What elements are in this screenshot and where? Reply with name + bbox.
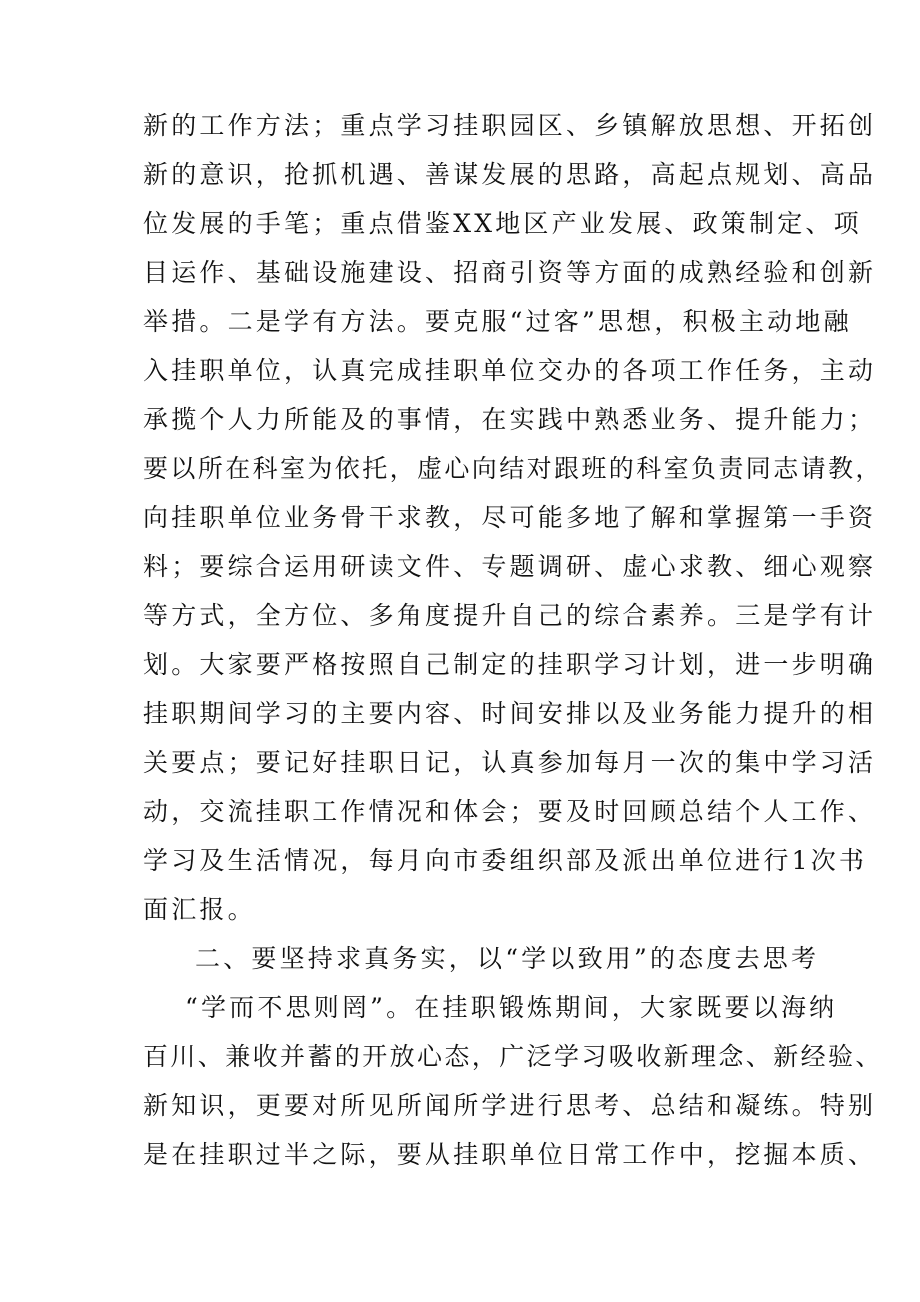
text-line: 向挂职单位业务骨干求教，尽可能多地了解和掌握第一手资 xyxy=(143,503,877,532)
text-line: 要以所在科室为依托，虚心向结对跟班的科室负责同志请教， xyxy=(143,454,883,483)
text-line: 等方式，全方位、多角度提升自己的综合素养。三是学有计 xyxy=(143,601,877,630)
section-heading: 二、要坚持求真务实，以“学以致用”的态度去思考 xyxy=(195,944,820,973)
text-line: 挂职期间学习的主要内容、时间安排以及业务能力提升的相 xyxy=(143,699,877,728)
text-line: 位发展的手笔；重点借鉴XX地区产业发展、政策制定、项 xyxy=(143,209,862,238)
text-line: 新知识，更要对所见所闻所学进行思考、总结和凝练。特别 xyxy=(143,1091,877,1120)
text-line: 承揽个人力所能及的事情，在实践中熟悉业务、提升能力； xyxy=(143,405,877,434)
text-line: 动，交流挂职工作情况和体会；要及时回顾总结个人工作、 xyxy=(143,797,877,826)
text-line: 学习及生活情况，每月向市委组织部及派出单位进行1次书 xyxy=(143,846,868,875)
text-line: 料；要综合运用研读文件、专题调研、虚心求教、细心观察 xyxy=(143,552,877,581)
text-line: 划。大家要严格按照自己制定的挂职学习计划，进一步明确 xyxy=(143,650,877,679)
text-line: 新的意识，抢抓机遇、善谋发展的思路，高起点规划、高品 xyxy=(143,160,877,189)
text-line: “学而不思则罔”。在挂职锻炼期间，大家既要以海纳 xyxy=(185,993,838,1022)
text-line: 目运作、基础设施建设、招商引资等方面的成熟经验和创新 xyxy=(143,258,877,287)
text-line: 关要点；要记好挂职日记，认真参加每月一次的集中学习活 xyxy=(143,748,877,777)
text-line: 面汇报。 xyxy=(143,895,256,924)
text-line: 新的工作方法；重点学习挂职园区、乡镇解放思想、开拓创 xyxy=(143,111,877,140)
text-line: 是在挂职过半之际，要从挂职单位日常工作中，挖掘本质、 xyxy=(143,1140,877,1169)
text-line: 举措。二是学有方法。要克服“过客”思想，积极主动地融 xyxy=(143,307,852,336)
text-line: 入挂职单位，认真完成挂职单位交办的各项工作任务，主动 xyxy=(143,356,877,385)
text-line: 百川、兼收并蓄的开放心态，广泛学习吸收新理念、新经验、 xyxy=(143,1042,883,1071)
